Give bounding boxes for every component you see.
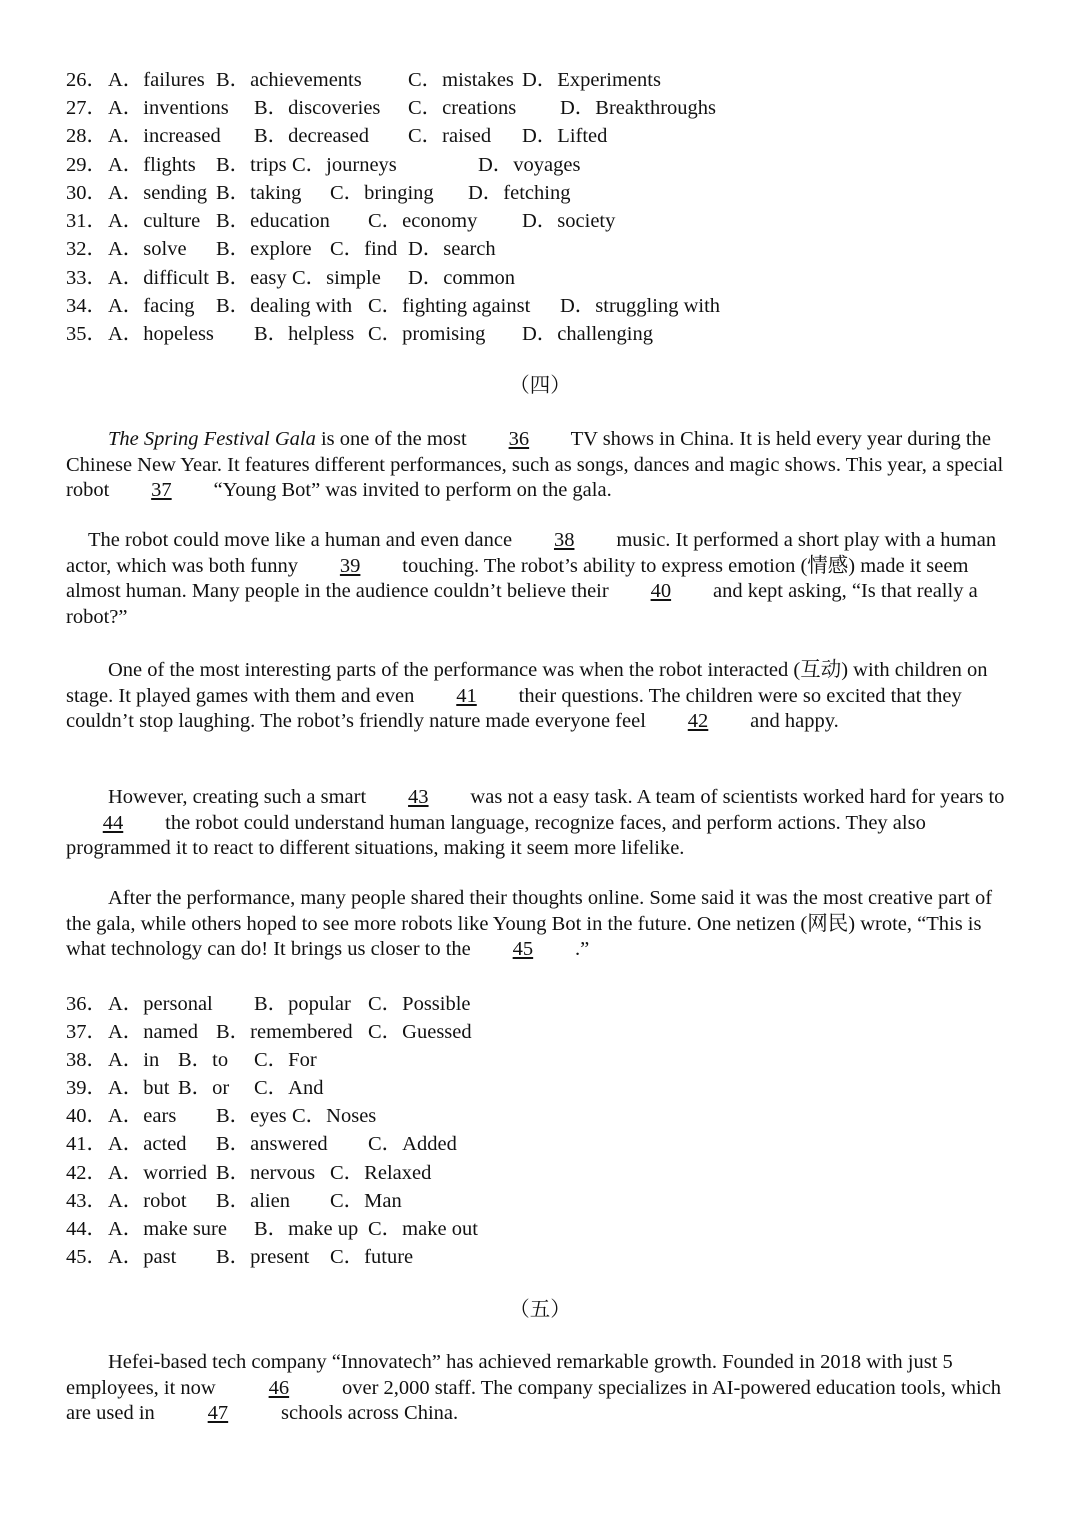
option-c: C．simple [292,267,381,289]
question-number: 28． [66,125,107,147]
option-c: C．economy [368,210,478,232]
option-b: B．to [178,1049,229,1071]
blank-37: 37 [151,479,172,501]
option-b: B．alien [216,1190,291,1212]
option-c: C．fighting against [368,295,531,317]
option-a: A．culture [108,210,201,232]
option-a: A．past [108,1246,177,1268]
option-a: A．increased [108,125,221,147]
option-a: A．in [108,1049,160,1071]
option-c: C．mistakes [408,69,514,91]
question-number: 33． [66,267,107,289]
question-number: 36． [66,993,107,1015]
question-number: 37． [66,1021,107,1043]
option-a: A．flights [108,154,196,176]
option-c: C．Man [330,1190,402,1212]
option-c: C．Added [368,1133,457,1155]
option-a: A．facing [108,295,195,317]
section-heading-4: （四） [509,375,571,397]
option-c: C．Possible [368,993,471,1015]
show-title: The Spring Festival Gala [108,428,316,450]
question-number: 44． [66,1218,107,1240]
option-c: C．For [254,1049,317,1071]
option-a: A．but [108,1077,170,1099]
option-b: B．explore [216,238,312,260]
passage-paragraph-1: The Spring Festival Gala is one of the most 36 TV shows in China. It is held every year during the Chinese New Year. It features different performances, such as songs, dances and magic shows. This year, a special robot 37 “Young Bot” was invited to perform on the gala. [66,427,1016,504]
section-heading-5: （五） [509,1299,571,1321]
blank-44: 44 [102,811,124,834]
option-b: B．education [216,210,330,232]
question-number: 39． [66,1077,107,1099]
option-b: B．discoveries [254,97,381,119]
option-c: C．And [254,1077,324,1099]
passage-paragraph-2: The robot could move like a human and even dance 38 music. It performed a short play with a human actor, which was both funny 39 touching. The robot’s ability to express emotion (情感) made it seem almost human. Many people in the audience couldn’t believe their 40 and kept asking, “Is that really a robot?” [66,529,997,628]
passage-paragraph-6: Hefei-based tech company “Innovatech” has achieved remarkable growth. Founded in 2018 with just 5 employees, it now 46 over 2,000 staff. The company specializes in AI-powered education tools, which are used in 47 schools across China. [66,1350,1016,1427]
option-a: A．robot [108,1190,187,1212]
option-b: B．make up [254,1218,359,1240]
blank-41: 41 [456,684,477,707]
option-a: A．hopeless [108,323,214,345]
question-number: 30． [66,182,107,204]
question-number: 43． [66,1190,107,1212]
option-c: C．make out [368,1218,478,1240]
option-d: D．fetching [468,182,571,204]
option-b: B．remembered [216,1021,353,1043]
option-b: B．dealing with [216,295,353,317]
question-number: 45． [66,1246,107,1268]
option-b: B．present [216,1246,310,1268]
option-a: A．personal [108,993,213,1015]
option-a: A．make sure [108,1218,227,1240]
option-b: B．decreased [254,125,369,147]
option-d: D．search [408,238,496,260]
option-b: B．trips [216,154,287,176]
question-number: 40． [66,1105,107,1127]
option-a: A．named [108,1021,198,1043]
question-number: 26． [66,69,107,91]
blank-45: 45 [512,938,534,960]
question-number: 34． [66,295,107,317]
option-c: C．bringing [330,182,434,204]
passage-paragraph-5: After the performance, many people shared their thoughts online. Some said it was the most creative part of the gala, while others hoped to see more robots like Young Bot in the future. One netizen (网民) wrote, “This is what technology can do! It brings us closer to the 45 .” [66,886,1016,963]
question-number: 38． [66,1049,107,1071]
option-a: A．solve [108,238,187,260]
blank-46: 46 [268,1376,290,1399]
option-d: D．society [522,210,616,232]
option-b: B．nervous [216,1162,316,1184]
option-a: A．sending [108,182,208,204]
question-number: 29． [66,154,107,176]
option-a: A．difficult [108,267,209,289]
passage-paragraph-3: One of the most interesting parts of the performance was when the robot interacted (互动) with children on stage. It played games with them and even 41 their questions. The children were so excited that they couldn’t stop laughing. The robot’s friendly nature made everyone feel 42 and happy. [66,658,1016,735]
option-c: C．raised [408,125,492,147]
option-a: A．worried [108,1162,208,1184]
option-b: B．eyes [216,1105,287,1127]
option-b: B．answered [216,1133,328,1155]
option-b: B．easy [216,267,287,289]
option-d: D．voyages [478,154,581,176]
option-b: B．or [178,1077,230,1099]
option-d: D．struggling with [560,295,721,317]
blank-47: 47 [207,1402,229,1424]
blank-38: 38 [553,529,575,551]
question-number: 35． [66,323,107,345]
option-d: D．Breakthroughs [560,97,717,119]
blank-40: 40 [650,580,672,602]
option-d: D．common [408,267,516,289]
option-c: C．journeys [292,154,397,176]
option-d: D．Lifted [522,125,608,147]
option-b: B．popular [254,993,351,1015]
blank-39: 39 [339,554,361,577]
question-number: 27． [66,97,107,119]
option-b: B．achievements [216,69,362,91]
blank-36: 36 [508,428,530,450]
option-c: C．creations [408,97,517,119]
option-b: B．taking [216,182,302,204]
option-d: D．Experiments [522,69,661,91]
option-a: A．failures [108,69,205,91]
question-number: 41． [66,1133,107,1155]
option-c: C．future [330,1246,414,1268]
option-c: C．Guessed [368,1021,472,1043]
question-number: 31． [66,210,107,232]
question-number: 42． [66,1162,107,1184]
option-c: C．find [330,238,398,260]
option-b: B．helpless [254,323,355,345]
option-a: A．acted [108,1133,187,1155]
option-c: C．Noses [292,1105,377,1127]
option-c: C．promising [368,323,486,345]
question-number: 32． [66,238,107,260]
option-a: A．inventions [108,97,229,119]
blank-43: 43 [408,786,429,808]
option-a: A．ears [108,1105,177,1127]
option-c: C．Relaxed [330,1162,432,1184]
option-d: D．challenging [522,323,653,345]
blank-42: 42 [687,710,709,732]
passage-paragraph-4: However, creating such a smart 43 was not a easy task. A team of scientists worked hard for years to 44 the robot could understand human language, recognize faces, and perform actions. They also programmed it to react to different situations, making it seem more lifelike. [66,786,1005,859]
